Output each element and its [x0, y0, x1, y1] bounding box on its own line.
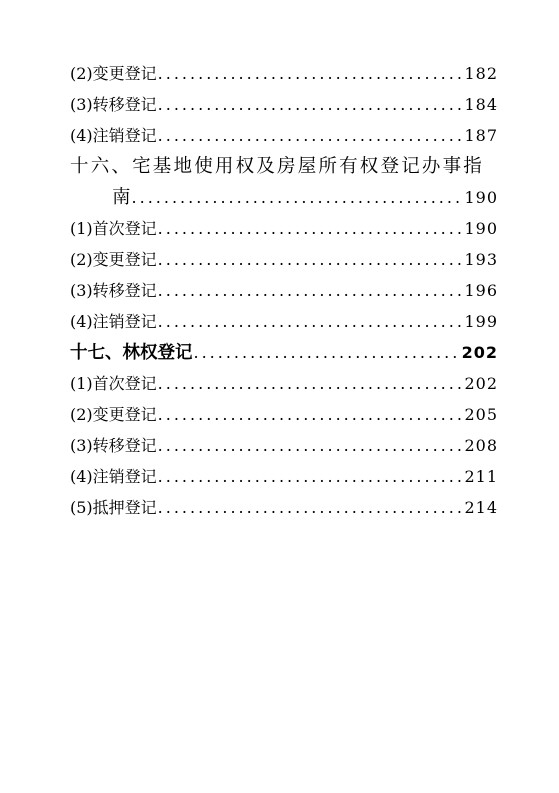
dot-leader: [157, 58, 465, 89]
dot-leader: [157, 368, 465, 399]
table-of-contents: [70, 58, 498, 523]
toc-entry-label: (3)转移登记: [70, 281, 157, 300]
toc-entry-label: (2)变更登记: [70, 64, 157, 83]
toc-entry-label: 十七、林权登记: [70, 343, 193, 363]
toc-entry-page: 202: [461, 343, 498, 362]
dot-leader: [157, 430, 465, 461]
toc-entry-page: 190: [464, 188, 498, 207]
toc-entry-page: 182: [464, 64, 498, 83]
toc-entry-page: 184: [464, 95, 498, 114]
dot-leader: [157, 306, 465, 337]
toc-entry-label: (5)抵押登记: [70, 498, 157, 517]
dot-leader: [157, 213, 465, 244]
toc-entry-page: 190: [464, 219, 498, 238]
toc-entry-label: (2)变更登记: [70, 250, 157, 269]
toc-entry-page: 196: [464, 281, 498, 300]
toc-entry[interactable]: [70, 213, 498, 244]
dot-leader: [157, 89, 465, 120]
toc-entry[interactable]: [70, 244, 498, 275]
toc-entry[interactable]: [70, 58, 498, 89]
toc-entry[interactable]: [70, 89, 498, 120]
dot-leader: [131, 182, 465, 213]
toc-entry-page: 187: [464, 126, 498, 145]
section-16-heading[interactable]: 十六、宅基地使用权及房屋所有权登记办事指: [70, 156, 485, 177]
toc-entry[interactable]: [70, 461, 498, 492]
toc-entry[interactable]: [70, 275, 498, 306]
toc-entry-page: 211: [464, 467, 498, 486]
toc-entry-page: 208: [464, 436, 498, 455]
dot-leader: [157, 399, 465, 430]
toc-entry-label: (3)转移登记: [70, 95, 157, 114]
toc-entry[interactable]: [70, 306, 498, 337]
toc-entry-label: (2)变更登记: [70, 405, 157, 424]
toc-entry-page: 199: [464, 312, 498, 331]
toc-entry-label: (4)注销登记: [70, 126, 157, 145]
toc-entry-label: 南: [112, 187, 131, 208]
toc-entry-page: 214: [464, 498, 498, 517]
section-17-heading[interactable]: [70, 337, 498, 368]
toc-entry-page: 193: [464, 250, 498, 269]
toc-entry-label: (1)首次登记: [70, 219, 157, 238]
toc-entry[interactable]: [70, 368, 498, 399]
dot-leader: [157, 461, 465, 492]
toc-entry[interactable]: [70, 430, 498, 461]
toc-entry-page: 205: [464, 405, 498, 424]
dot-leader: [157, 244, 465, 275]
toc-entry-label: (4)注销登记: [70, 467, 157, 486]
section-16-heading-continuation[interactable]: [70, 182, 498, 213]
toc-entry[interactable]: [70, 120, 498, 151]
dot-leader: [157, 120, 465, 151]
dot-leader: [193, 337, 462, 368]
toc-entry-label: (1)首次登记: [70, 374, 157, 393]
toc-entry[interactable]: [70, 492, 498, 523]
dot-leader: [157, 275, 465, 306]
toc-entry-page: 202: [464, 374, 498, 393]
toc-entry[interactable]: [70, 399, 498, 430]
toc-entry-label: (3)转移登记: [70, 436, 157, 455]
dot-leader: [157, 492, 465, 523]
toc-entry-label: (4)注销登记: [70, 312, 157, 331]
